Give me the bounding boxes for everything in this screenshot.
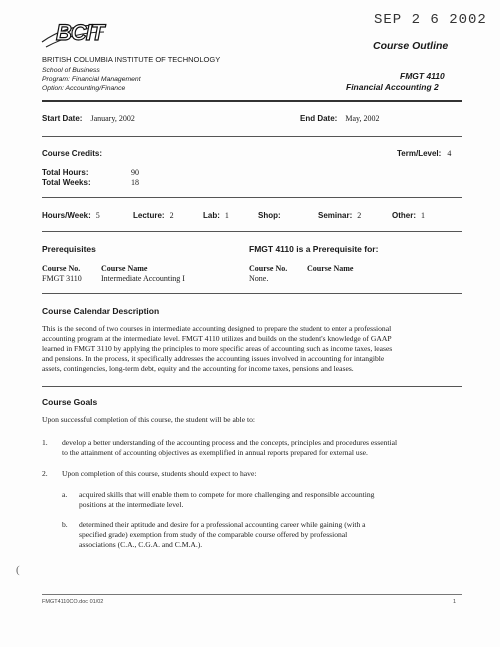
calendar-divider [42,386,462,387]
goal-2b-text [79,520,474,550]
is-prereq-col-course-no: Course No. [249,264,288,273]
footer-divider [42,594,462,595]
goal-2a-text [79,490,474,510]
end-date-label: End Date: [300,114,338,123]
course-credits-label: Course Credits: [42,149,103,158]
lab-label: Lab: [203,211,220,220]
goal-1-text [62,438,474,458]
end-date-value: May, 2002 [345,114,380,123]
header-divider [42,100,462,102]
goal-1-number: 1. [42,438,48,447]
option-name: Option: Accounting/Finance [42,85,126,92]
institution-name: BRITISH COLUMBIA INSTITUTE OF TECHNOLOGY [42,55,221,64]
goals-intro: Upon successful completion of this course, the student will be able to: [42,415,256,424]
goal-2a-letter: a. [62,490,68,499]
goal-2b-line: specified grade) exemption from study of the comparable course offered by professional [79,530,348,539]
calendar-line: This is the second of two courses in intermediate accounting designed to prepare the student to enter a professional [42,324,392,333]
term-level-label: Term/Level: [397,149,442,158]
lecture-label: Lecture: [133,211,165,220]
calendar-line: assets, contingencies, long-term debt, equity and the accounting for income taxes, pensions and leases. [42,364,354,373]
goal-2a-line: positions at the intermediate level. [79,500,184,509]
prereq-col-course-name: Course Name [101,264,148,273]
goal-2b-line: determined their aptitude and desire for a professional accounting career while gaining (with a [79,520,366,529]
dates-divider [42,136,462,137]
footer-file-reference: FMGT4110CO.doc 01/02 [42,599,104,605]
seminar-label: Seminar: [318,211,353,220]
calendar-line: learned in FMGT 3110 by applying the principles to more specific areas of accounting such as income taxes, leases [42,344,393,353]
bcit-logo [40,20,108,50]
course-code: FMGT 4110 [400,71,445,81]
total-hours-label: Total Hours: [42,168,89,177]
goal-1-line: to the attainment of accounting objectives as exemplified in annual reports prepared for external use. [62,448,368,457]
goal-2-text: Upon completion of this course, students should expect to have: [62,469,257,478]
lecture-value: 2 [169,211,174,220]
lecture-hours [133,211,174,220]
other-hours [392,211,425,220]
prereq-course-name: Intermediate Accounting I [101,274,185,283]
lab-hours [203,211,229,220]
goal-2b-letter: b. [62,520,68,529]
goal-1-line: develop a better understanding of the accounting process and the concepts, principles and procedures essential [62,438,398,447]
prereq-course-no: FMGT 3110 [42,274,82,283]
start-date-label: Start Date: [42,114,83,123]
calendar-description [42,324,472,374]
end-date [300,114,380,123]
is-prerequisite-heading: FMGT 4110 is a Prerequisite for: [249,244,379,254]
term-level-value: 4 [447,149,452,158]
hours-per-week-label: Hours/Week: [42,211,91,220]
goals-heading: Course Goals [42,397,98,407]
received-date-stamp: SEP 2 6 2002 [374,12,487,28]
calendar-heading: Course Calendar Description [42,306,160,316]
is-prereq-value: None. [249,274,269,283]
scan-margin-mark: ( [16,564,20,576]
total-hours-value: 90 [131,168,139,177]
prereq-divider [42,293,462,294]
logo-text: BCIT [56,20,104,45]
course-title: Financial Accounting 2 [346,82,439,92]
calendar-line: accounting program at the intermediate level. FMGT 4110 utilizes and builds on the student's knowledge of GAAP [42,334,392,343]
other-label: Other: [392,211,416,220]
start-date [42,114,135,123]
term-level [397,149,451,158]
hours-per-week [42,211,100,220]
prerequisites-heading: Prerequisites [42,244,96,254]
lab-value: 1 [224,211,229,220]
school-name: School of Business [42,67,100,74]
total-weeks-label: Total Weeks: [42,178,91,187]
shop-label: Shop: [258,211,281,220]
program-name: Program: Financial Management [42,76,141,83]
start-date-value: January, 2002 [90,114,135,123]
is-prereq-col-course-name: Course Name [307,264,354,273]
credits-divider [42,197,462,198]
goal-2a-line: acquired skills that will enable them to compete for more challenging and responsible accounting [79,490,375,499]
seminar-hours [318,211,361,220]
hours-divider [42,231,462,232]
prereq-col-course-no: Course No. [42,264,81,273]
seminar-value: 2 [357,211,362,220]
document-title: Course Outline [373,40,449,52]
footer-page-number: 1 [453,599,457,605]
goal-2b-line: associations (C.A., C.G.A. and C.M.A.). [79,540,203,549]
hours-per-week-value: 5 [95,211,100,220]
shop-hours [258,211,284,220]
goal-2-number: 2. [42,469,48,478]
total-weeks-value: 18 [131,178,139,187]
calendar-line: and pensions. In the process, it specifically addresses the accounting issues involved in accounting for intangible [42,354,385,363]
other-value: 1 [421,211,425,220]
